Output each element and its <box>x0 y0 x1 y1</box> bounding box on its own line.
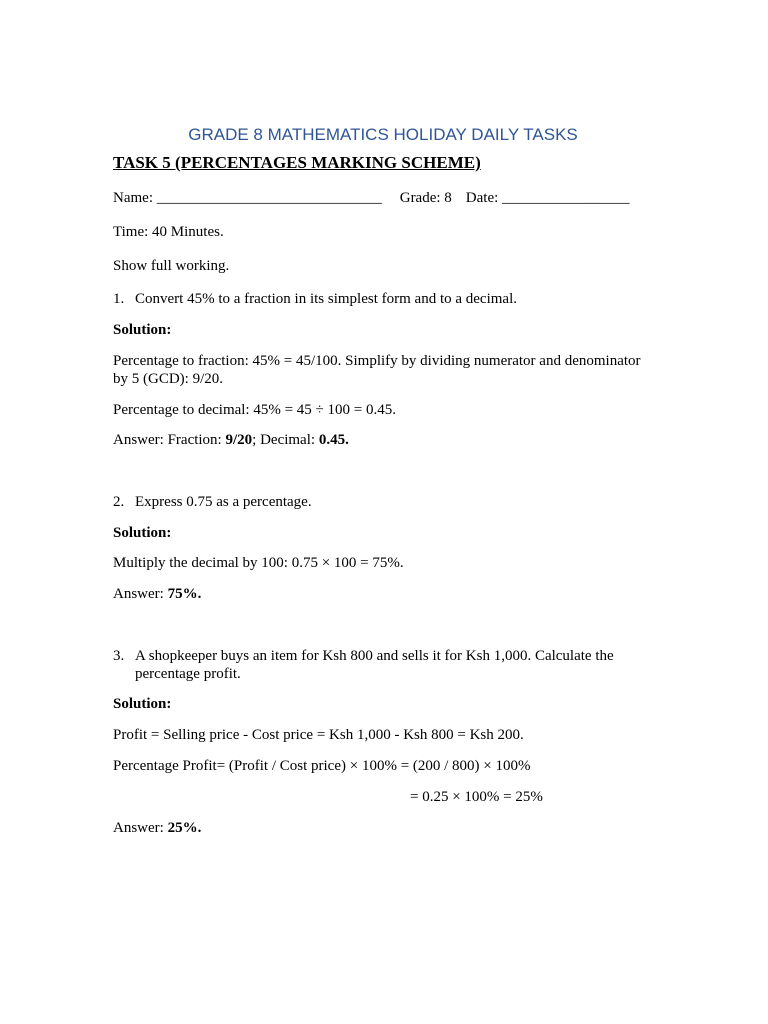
solution-label: Solution: <box>113 525 172 541</box>
name-field: Name: ______________________________ <box>113 190 382 206</box>
answer-value: 0.45. <box>318 432 349 448</box>
question-text: Express 0.75 as a percentage. <box>135 494 312 510</box>
solution-step: Multiply the decimal by 100: 0.75 × 100 = 75%. <box>113 555 404 571</box>
solution-label: Solution: <box>113 696 172 712</box>
solution-step: Percentage Profit= (Profit / Cost price) × 100% = (200 / 800) × 100% <box>113 758 531 774</box>
document-title: GRADE 8 MATHEMATICS HOLIDAY DAILY TASKS <box>188 125 578 144</box>
question-number: 2. <box>113 494 125 510</box>
answer-prefix: Answer: Fraction: <box>113 432 226 448</box>
question-number: 3. <box>113 648 125 664</box>
instruction-text: Show full working. <box>113 258 230 274</box>
solution-step: Percentage to decimal: 45% = 45 ÷ 100 = 0.45. <box>113 402 397 418</box>
answer-value: 9/20 <box>225 432 253 448</box>
task-subtitle: TASK 5 (PERCENTAGES MARKING SCHEME) <box>113 153 481 172</box>
answer-prefix: Answer: <box>113 820 168 836</box>
answer-prefix: Answer: <box>113 586 168 602</box>
answer-line <box>113 819 201 837</box>
grade-field: Grade: 8 <box>399 190 452 206</box>
answer-value: 75%. <box>167 586 202 602</box>
question-text: A shopkeeper buys an item for Ksh 800 and sells it for Ksh 1,000. Calculate the percentage profit. <box>135 648 614 682</box>
question-number: 1. <box>113 291 125 307</box>
solution-step: Percentage to fraction: 45% = 45/100. Simplify by dividing numerator and denominator by 5 (GCD): 9/20. <box>113 353 641 387</box>
answer-line <box>113 585 201 603</box>
question-text: Convert 45% to a fraction in its simplest form and to a decimal. <box>135 291 517 307</box>
time-allowed: Time: 40 Minutes. <box>113 224 224 240</box>
solution-label: Solution: <box>113 322 172 338</box>
answer-value: 25%. <box>167 820 202 836</box>
answer-line <box>113 431 349 449</box>
date-field: Date: _________________ <box>465 190 630 206</box>
answer-separator: ; Decimal: <box>252 432 319 448</box>
question-1 <box>113 290 517 308</box>
solution-step: = 0.25 × 100% = 25% <box>410 789 543 805</box>
student-info-row <box>113 189 630 207</box>
solution-step: Profit = Selling price - Cost price = Ksh 1,000 - Ksh 800 = Ksh 200. <box>113 727 524 743</box>
question-2 <box>113 493 312 511</box>
question-3 <box>113 647 625 683</box>
